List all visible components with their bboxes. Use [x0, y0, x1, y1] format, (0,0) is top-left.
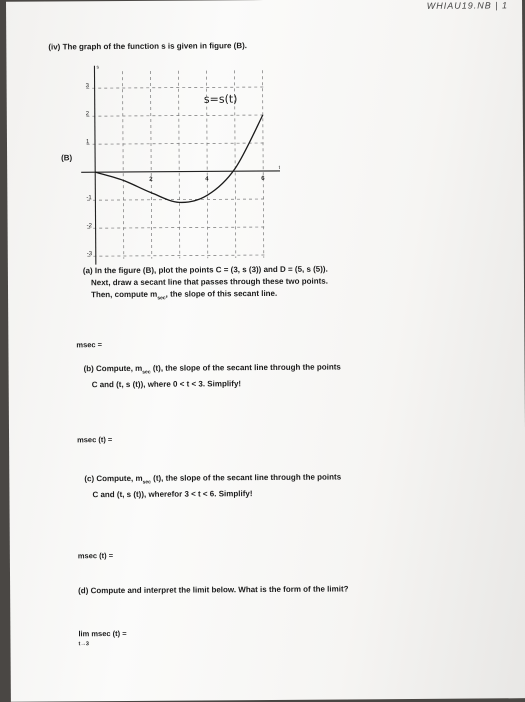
y-tick-label: -1	[86, 195, 92, 202]
question-b-line-2: C and (t, s (t)), where 0 < t < 3. Simplify!	[91, 378, 242, 389]
y-axis-label: s	[96, 64, 99, 71]
grid-horizontal-line	[87, 143, 266, 144]
problem-title: (iv) The graph of the function s is given in figure (B).	[48, 41, 248, 52]
answer-a: msec =	[76, 340, 103, 350]
figure-label: (B)	[61, 153, 73, 163]
y-tick-label: 1	[85, 139, 90, 146]
y-tick-label: 2	[85, 111, 90, 118]
sec-subscript: sec	[157, 295, 166, 302]
grid-vertical-line	[262, 70, 263, 258]
grid-horizontal-line	[86, 87, 265, 88]
graph-svg	[66, 55, 287, 257]
sec-subscript: sec	[142, 479, 151, 486]
y-axis	[94, 66, 95, 265]
question-c-text-pre: (c) Compute, m	[84, 473, 143, 484]
question-d	[78, 583, 348, 597]
grid-horizontal-line	[87, 227, 266, 228]
curve-label: s=s(t)	[203, 92, 238, 106]
question-a-line-2: Next, draw a secant line that passes through these two points.	[90, 276, 328, 288]
question-b-line-1	[84, 361, 341, 378]
x-axis-label: t	[278, 164, 280, 171]
question-a	[83, 264, 328, 305]
question-b-text-pre: (b) Compute, m	[83, 363, 143, 374]
question-b-text-post: (t), the slope of the secant line through the points	[150, 362, 341, 373]
x-tick-label: 2	[149, 176, 153, 183]
question-d-line-1: (d) Compute and interpret the limit below. What is the form of the limit?	[78, 584, 349, 596]
grid-vertical-line	[178, 71, 179, 259]
sec-subscript: sec	[142, 369, 151, 376]
limit-subscript: t→3	[78, 641, 89, 648]
question-a-line-1: (a) In the figure (B), plot the points C = (3, s (3)) and D = (5, s (5)).	[82, 264, 328, 276]
x-tick-label: 4	[205, 176, 209, 183]
grid-vertical-line	[122, 71, 123, 259]
question-c-text-post: (t), the slope of the secant line through the points	[150, 472, 342, 483]
answer-b: msec (t) =	[77, 435, 113, 445]
grid-horizontal-line	[86, 115, 265, 116]
question-c	[84, 471, 341, 500]
worksheet-page	[6, 0, 525, 702]
question-c-line-2: C and (t, s (t)), wherefor 3 < t < 6. Simplify!	[92, 488, 253, 499]
figure-b-graph	[66, 55, 287, 257]
y-tick-label: 3	[85, 83, 89, 90]
grid-horizontal-line	[87, 255, 266, 256]
grid-vertical-line	[150, 71, 151, 259]
question-a-line-3	[83, 288, 328, 305]
answer-d: lim msec (t) =	[78, 628, 127, 639]
question-c-line-1	[84, 471, 341, 488]
function-curve	[95, 115, 264, 203]
y-tick-label: -2	[86, 223, 92, 230]
question-b	[84, 361, 341, 390]
x-axis	[81, 171, 280, 172]
question-a-text-post: , the slope of this secant line.	[165, 288, 278, 299]
grid-horizontal-line	[87, 199, 266, 200]
y-tick-label: -3	[86, 251, 93, 258]
page-header-code: WHIAU19.NB | 1	[426, 0, 509, 11]
question-a-text-pre: Then, compute m	[91, 289, 158, 300]
x-tick-label: 6	[261, 176, 265, 183]
answer-c: msec (t) =	[77, 551, 114, 561]
